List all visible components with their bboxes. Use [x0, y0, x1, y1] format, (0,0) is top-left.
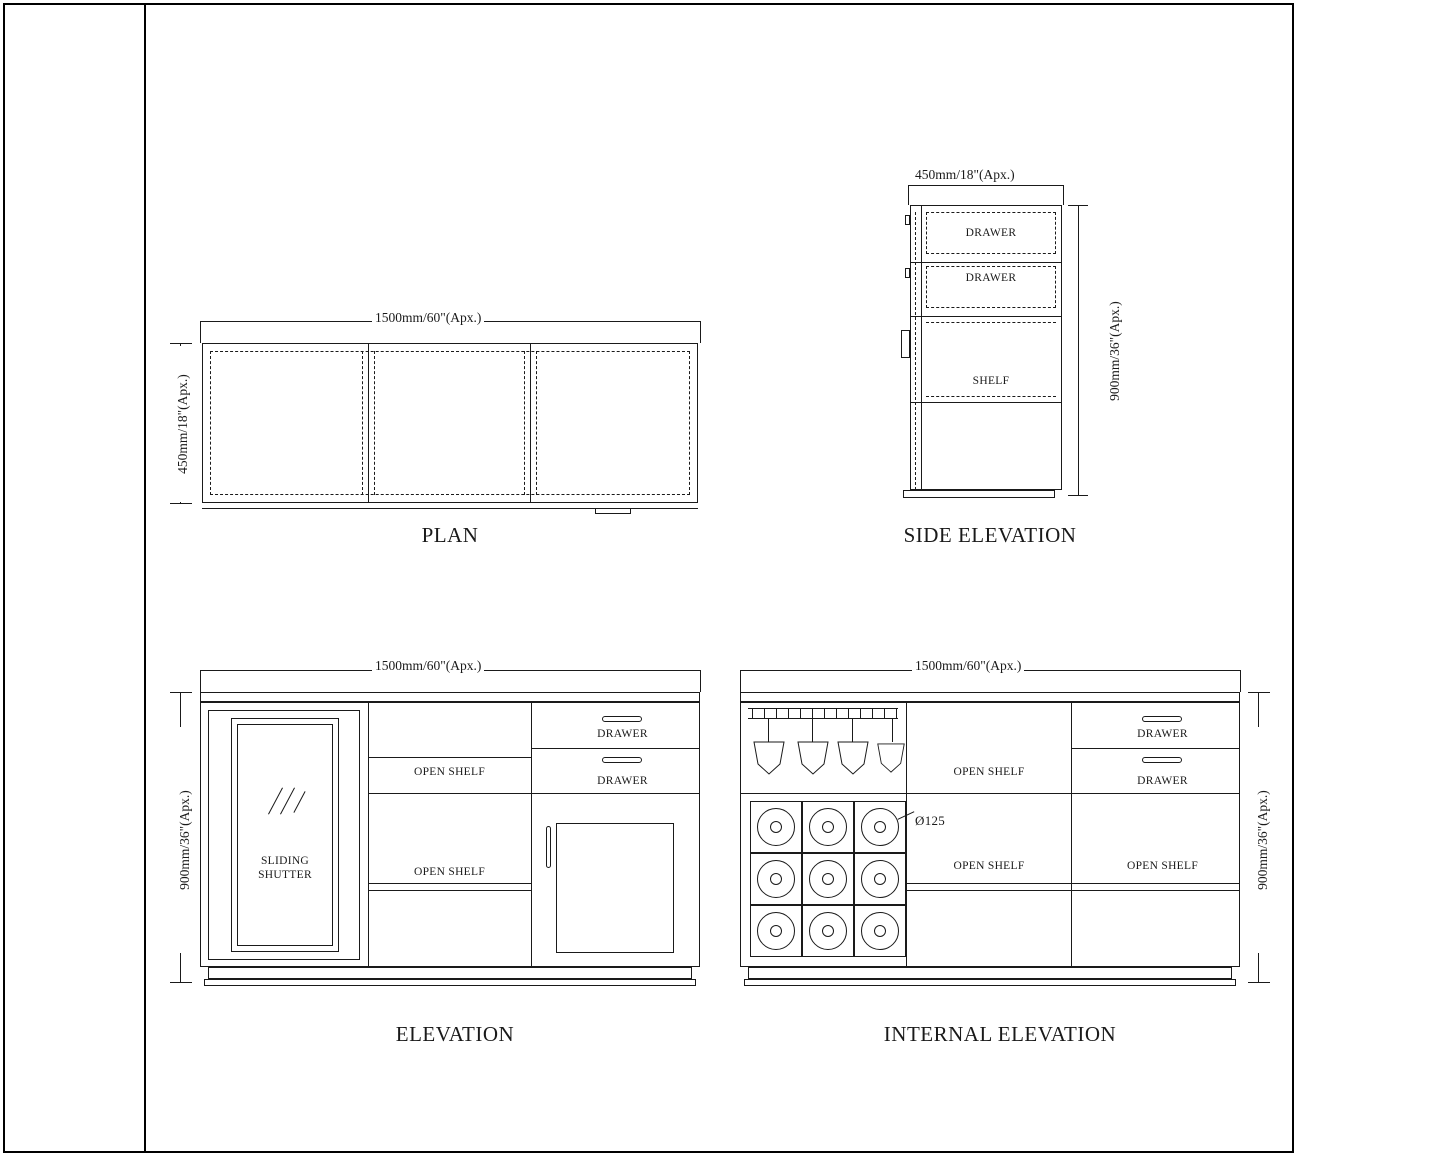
int-plinth [748, 967, 1232, 979]
elev-drawer-2-label: DRAWER [597, 775, 648, 787]
int-bay3-shelf-line2 [1071, 890, 1240, 891]
plan-partition-1-dashed-b [374, 351, 375, 495]
int-dim-tick-left [740, 670, 741, 692]
plan-dim-width-text: 1500mm/60"(Apx.) [372, 310, 484, 326]
elev-sliding-shutter-label-2: SHUTTER [258, 869, 312, 881]
elev-bay2-open-shelf-label-2: OPEN SHELF [413, 866, 486, 878]
elev-dim-width-text: 1500mm/60"(Apx.) [372, 658, 484, 674]
side-hinge-2 [905, 268, 910, 278]
int-partition-2 [1071, 702, 1072, 967]
elev-dim-tick-left [200, 670, 201, 692]
plan-dim-depth-tick-top [170, 343, 192, 344]
elev-cabinet-door-handle[interactable] [546, 826, 551, 868]
elev-drawer-1-handle[interactable] [602, 716, 642, 722]
plan-inner-dashed [210, 351, 690, 495]
plan-partition-1-dashed-a [362, 351, 363, 495]
side-elevation-title: SIDE ELEVATION [903, 523, 1077, 547]
plan-title: PLAN [421, 523, 479, 547]
int-dim-height-tick-top [1248, 692, 1270, 693]
elev-dim-height-tick-top [170, 692, 192, 693]
side-divider-2 [910, 316, 1062, 317]
int-drawer-1-label: DRAWER [1137, 728, 1188, 740]
int-bottle-inner-1 [770, 821, 782, 833]
int-top-board [740, 692, 1240, 702]
int-bay2-open-shelf-label-2: OPEN SHELF [953, 860, 1025, 872]
int-rack-rail-bottom [748, 718, 898, 719]
elev-sliding-shutter-label-1: SLIDING [260, 855, 310, 867]
int-dim-tick-right [1240, 670, 1241, 692]
int-rack-divider-4 [788, 708, 789, 718]
internal-elevation-title: INTERNAL ELEVATION [883, 1022, 1117, 1046]
int-rack-divider-1 [752, 708, 753, 718]
side-front-face-line [921, 205, 922, 490]
int-drawer-2-divider [1071, 793, 1240, 794]
elev-top-board [200, 692, 700, 702]
int-rack-rail-top [748, 708, 898, 709]
int-drawer-2-label: DRAWER [1137, 775, 1188, 787]
int-bay3-open-shelf-label: OPEN SHELF [1126, 860, 1199, 872]
elev-drawer-1-label: DRAWER [597, 728, 648, 740]
int-rack-divider-8 [836, 708, 837, 718]
int-rack-divider-12 [884, 708, 885, 718]
int-rack-divider-10 [860, 708, 861, 718]
side-dim-tick-right [1063, 185, 1064, 205]
plan-dim-tick-left [200, 321, 201, 343]
int-diameter-label: Ø125 [915, 813, 946, 828]
sheet-border-inner-left [144, 3, 146, 1153]
int-rack-divider-9 [848, 708, 849, 718]
int-rack-divider-13 [896, 708, 897, 718]
wine-glass-bowl-icon [876, 740, 906, 776]
plan-handle [595, 508, 631, 514]
int-rack-divider-7 [824, 708, 825, 718]
plan-partition-1 [368, 343, 369, 503]
int-bottle-grid-top [740, 793, 906, 794]
int-drawer-1-handle[interactable] [1142, 716, 1182, 722]
int-rack-divider-3 [776, 708, 777, 718]
elev-plinth [208, 967, 692, 979]
int-bottle-inner-9 [874, 925, 886, 937]
plan-partition-2 [530, 343, 531, 503]
elev-partition-1 [368, 702, 369, 967]
int-partition-1 [906, 702, 907, 967]
side-divider-1 [910, 262, 1062, 263]
side-handle [901, 330, 910, 358]
wine-glass-bowl-icon [836, 740, 870, 776]
int-bottle-inner-7 [770, 925, 782, 937]
int-bay2-open-shelf-label-1: OPEN SHELF [953, 766, 1025, 778]
int-drawer-2-handle[interactable] [1142, 757, 1182, 763]
side-shelf-dash-bottom [926, 396, 1056, 397]
side-dim-height-tick-bottom [1068, 495, 1088, 496]
elev-floor-line [204, 979, 696, 986]
side-shelf-label: SHELF [972, 375, 1010, 387]
side-dim-tick-left [908, 185, 909, 205]
elev-dim-height-tick-bottom [170, 982, 192, 983]
side-dim-height-tick-top [1068, 205, 1088, 206]
int-rack-divider-11 [872, 708, 873, 718]
elev-bay2-shelf-line-bottom2 [368, 890, 531, 891]
plan-dim-depth-tick-bottom [170, 503, 192, 504]
side-dim-height-line [1078, 205, 1079, 495]
int-bay3-shelf-line [1071, 883, 1240, 884]
elev-drawer-2-handle[interactable] [602, 757, 642, 763]
elev-drawer-2-divider [531, 793, 700, 794]
elev-bay2-open-shelf-label-1: OPEN SHELF [413, 766, 486, 778]
int-rack-divider-2 [764, 708, 765, 718]
side-hinge-1 [905, 215, 910, 225]
elev-partition-2 [531, 702, 532, 967]
int-drawer-1-divider [1071, 748, 1240, 749]
plan-dim-tick-right [700, 321, 701, 343]
side-drawer-1-label: DRAWER [965, 227, 1017, 239]
int-dim-height-text: 900mm/36"(Apx.) [1255, 727, 1271, 953]
side-front-dashed [915, 212, 916, 490]
int-bottle-inner-3 [874, 821, 886, 833]
int-bottle-inner-2 [822, 821, 834, 833]
elevation-title: ELEVATION [395, 1022, 515, 1046]
int-bottle-inner-6 [874, 873, 886, 885]
elev-sliding-shutter-glass [237, 724, 333, 946]
elev-bay2-shelf-line-bottom [368, 883, 531, 884]
int-bottle-inner-5 [822, 873, 834, 885]
int-bay2-shelf-line-bottom [906, 883, 1071, 884]
elev-bay2-shelf-line-mid [368, 793, 531, 794]
side-dim-width-line [908, 185, 1063, 186]
int-bottle-inner-4 [770, 873, 782, 885]
plan-partition-2-dashed-b [536, 351, 537, 495]
int-bay2-shelf-line-bottom2 [906, 890, 1071, 891]
plan-partition-2-dashed-a [524, 351, 525, 495]
elev-drawer-1-divider [531, 748, 700, 749]
side-divider-3 [910, 402, 1062, 403]
elev-dim-height-text: 900mm/36"(Apx.) [177, 727, 193, 953]
wine-glass-bowl-icon [752, 740, 786, 776]
int-bottle-inner-8 [822, 925, 834, 937]
side-drawer-2-label: DRAWER [965, 272, 1017, 284]
side-dim-height-text: 900mm/36"(Apx.) [1107, 238, 1123, 464]
plan-dim-depth-text: 450mm/18"(Apx.) [175, 346, 191, 502]
int-floor-line [744, 979, 1236, 986]
int-dim-height-tick-bottom [1248, 982, 1270, 983]
int-rack-divider-5 [800, 708, 801, 718]
side-plinth [903, 490, 1055, 498]
wine-glass-bowl-icon [796, 740, 830, 776]
elev-cabinet-door[interactable] [556, 823, 674, 953]
side-shelf-dash-top [926, 322, 1056, 323]
int-bay2-shelf-line-top [906, 793, 1071, 794]
side-dim-width-text: 450mm/18"(Apx.) [912, 167, 1018, 183]
elev-dim-tick-right [700, 670, 701, 692]
int-dim-width-text: 1500mm/60"(Apx.) [912, 658, 1024, 674]
int-rack-divider-6 [812, 708, 813, 718]
elev-bay2-shelf-line-top [368, 757, 531, 758]
